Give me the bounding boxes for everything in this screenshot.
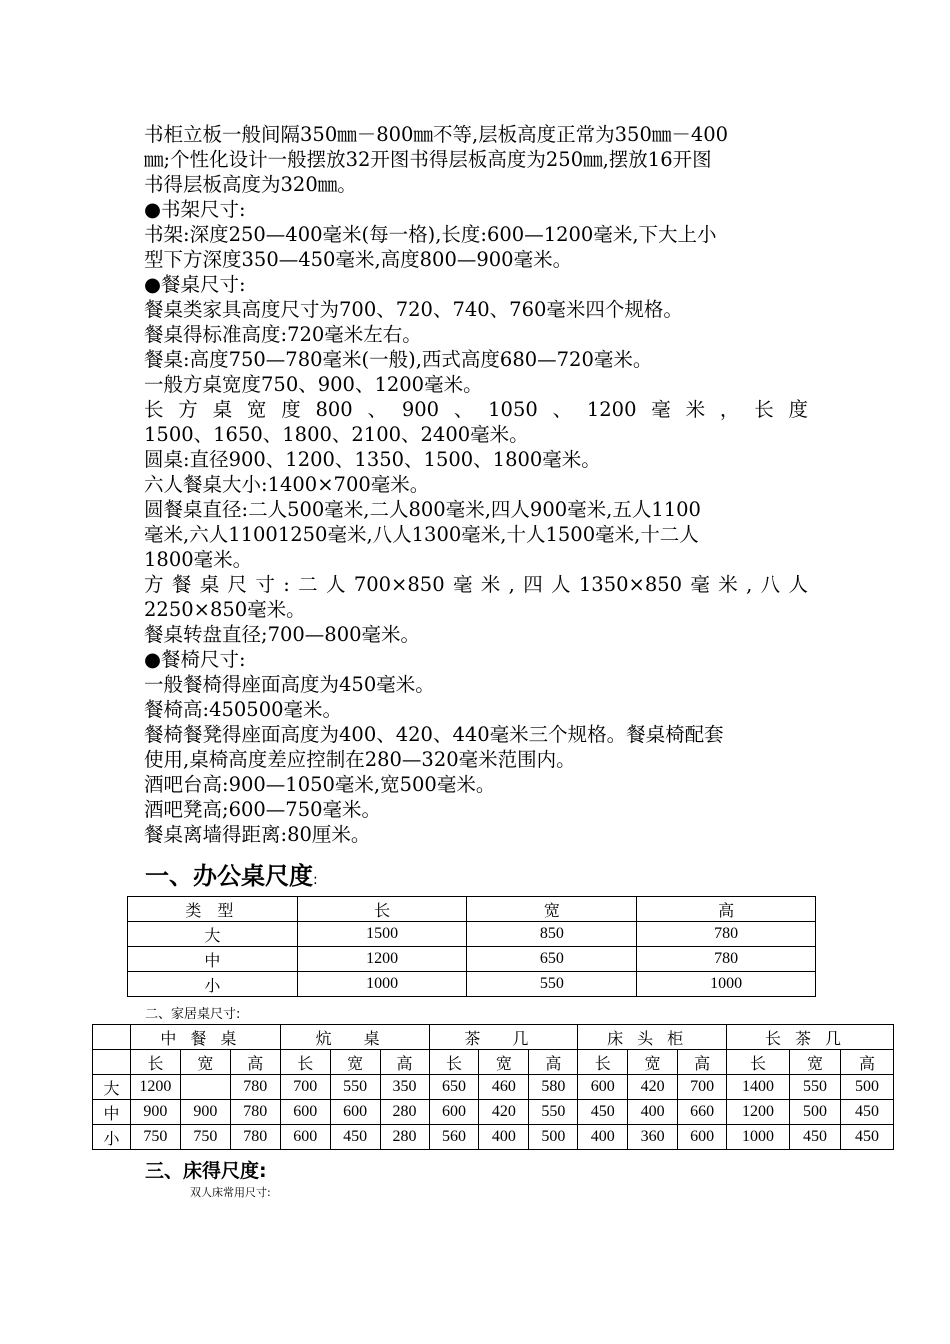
table-cell: 280	[380, 1100, 429, 1125]
text-line: 餐桌:高度750—780毫米(一般),西式高度680—720毫米。	[144, 348, 653, 371]
text-line: 长方桌宽度800、900、1050、1200毫米，长度	[144, 398, 808, 421]
table-cell: 1200	[297, 947, 467, 972]
text-line: 使用,桌椅高度差应控制在280—320毫米范围内。	[144, 748, 576, 771]
table-cell: 500	[790, 1100, 841, 1125]
section-caption-home-table: 二、家居桌尺寸:	[145, 1007, 241, 1022]
sub-header-cell: 长	[130, 1050, 180, 1075]
text-line: 书架:深度250—400毫米(每一格),长度:600—1200毫米,下大上小	[144, 223, 717, 246]
text-line: 六人餐桌大小:1400×700毫米。	[144, 473, 430, 496]
corner-cell	[93, 1050, 131, 1075]
text-line: 圆桌:直径900、1200、1350、1500、1800毫米。	[144, 448, 601, 471]
table-cell: 780	[230, 1100, 280, 1125]
table-cell: 780	[637, 947, 816, 972]
table-cell: 600	[678, 1125, 727, 1150]
text-line: 餐桌得标准高度:720毫米左右。	[144, 323, 422, 346]
group-header-cell: 茶 几	[429, 1025, 578, 1050]
table-cell: 大	[128, 922, 298, 947]
sub-header-cell: 宽	[330, 1050, 380, 1075]
text-line: 1500、1650、1800、2100、2400毫米。	[144, 423, 529, 446]
table-cell: 650	[467, 947, 637, 972]
text-line: 餐桌转盘直径;700—800毫米。	[144, 623, 421, 646]
row-label-cell: 中	[93, 1100, 131, 1125]
table-cell	[180, 1075, 230, 1100]
sub-header-cell: 宽	[790, 1050, 841, 1075]
text-line: ●餐桌尺寸:	[144, 273, 246, 296]
table-cell: 1000	[727, 1125, 790, 1150]
sub-header-cell: 高	[380, 1050, 429, 1075]
heading-colon: :	[313, 872, 318, 888]
table-cell: 600	[578, 1075, 628, 1100]
text-line: 1800毫米。	[144, 548, 253, 571]
table-cell: 450	[840, 1125, 893, 1150]
table-cell: 1200	[130, 1075, 180, 1100]
section-heading-office-desk	[145, 856, 318, 891]
text-line: 餐椅高:450500毫米。	[144, 698, 343, 721]
row-label-cell: 大	[93, 1075, 131, 1100]
table-cell: 600	[330, 1100, 380, 1125]
table-cell: 580	[529, 1075, 578, 1100]
group-header-row	[93, 1025, 894, 1050]
sub-header-cell: 高	[529, 1050, 578, 1075]
group-header-cell: 中餐桌	[130, 1025, 280, 1050]
table-cell: 560	[429, 1125, 479, 1150]
sub-header-cell: 长	[727, 1050, 790, 1075]
table-cell: 400	[479, 1125, 529, 1150]
header-cell: 类 型	[128, 897, 298, 922]
table-cell: 小	[128, 972, 298, 997]
table-cell: 780	[637, 922, 816, 947]
sub-header-cell: 高	[840, 1050, 893, 1075]
table-cell: 450	[840, 1100, 893, 1125]
text-line: 一般餐椅得座面高度为450毫米。	[144, 673, 435, 696]
table-row	[93, 1075, 894, 1100]
text-line: 餐桌类家具高度尺寸为700、720、740、760毫米四个规格。	[144, 298, 683, 321]
sub-header-row	[93, 1050, 894, 1075]
table-cell: 550	[467, 972, 637, 997]
table-cell: 280	[380, 1125, 429, 1150]
sub-header-cell: 高	[230, 1050, 280, 1075]
table-cell: 420	[628, 1075, 678, 1100]
text-line: 书柜立板一般间隔350㎜－800㎜不等,层板高度正常为350㎜－400	[144, 123, 729, 146]
table-cell: 420	[479, 1100, 529, 1125]
sub-header-cell: 长	[280, 1050, 330, 1075]
section-heading-bed: 三、床得尺度:	[145, 1160, 267, 1182]
table-cell: 460	[479, 1075, 529, 1100]
text-line: 一般方桌宽度750、900、1200毫米。	[144, 373, 483, 396]
corner-cell	[93, 1025, 131, 1050]
table-cell: 600	[429, 1100, 479, 1125]
table-cell: 650	[429, 1075, 479, 1100]
table-cell: 600	[280, 1100, 330, 1125]
table-cell: 750	[180, 1125, 230, 1150]
table-row	[93, 1100, 894, 1125]
table-cell: 850	[467, 922, 637, 947]
section-subcaption-double-bed: 双人床常用尺寸:	[190, 1186, 271, 1199]
table-cell: 1200	[727, 1100, 790, 1125]
text-line: ●餐椅尺寸:	[144, 648, 246, 671]
heading-text: 一、办公桌尺度	[145, 862, 313, 890]
sub-header-cell: 宽	[628, 1050, 678, 1075]
table-cell: 360	[628, 1125, 678, 1150]
table-cell: 中	[128, 947, 298, 972]
table-cell: 500	[529, 1125, 578, 1150]
table-cell: 700	[280, 1075, 330, 1100]
table-cell: 450	[578, 1100, 628, 1125]
table-header-row	[128, 897, 816, 922]
text-line: ●书架尺寸:	[144, 198, 246, 221]
table-cell: 550	[529, 1100, 578, 1125]
table-cell: 780	[230, 1125, 280, 1150]
table-cell: 1400	[727, 1075, 790, 1100]
sub-header-cell: 长	[429, 1050, 479, 1075]
header-cell: 宽	[467, 897, 637, 922]
text-line: 餐桌离墙得距离:80厘米。	[144, 823, 371, 846]
table-cell: 700	[678, 1075, 727, 1100]
home-table-dimensions	[92, 1024, 894, 1150]
table-cell: 1000	[297, 972, 467, 997]
table-cell: 1000	[637, 972, 816, 997]
text-line: 毫米,六人11001250毫米,八人1300毫米,十人1500毫米,十二人	[144, 523, 699, 546]
sub-header-cell: 高	[678, 1050, 727, 1075]
text-line: ㎜;个性化设计一般摆放32开图书得层板高度为250㎜,摆放16开图	[144, 148, 712, 171]
table-row	[93, 1125, 894, 1150]
text-line: 酒吧台高:900—1050毫米,宽500毫米。	[144, 773, 496, 796]
text-line: 圆餐桌直径:二人500毫米,二人800毫米,四人900毫米,五人1100	[144, 498, 701, 521]
table-cell: 900	[130, 1100, 180, 1125]
table-cell: 750	[130, 1125, 180, 1150]
group-header-cell: 床头柜	[578, 1025, 727, 1050]
text-line: 型下方深度350—450毫米,高度800—900毫米。	[144, 248, 573, 271]
table-cell: 400	[578, 1125, 628, 1150]
table-row	[128, 922, 816, 947]
row-label-cell: 小	[93, 1125, 131, 1150]
header-cell: 长	[297, 897, 467, 922]
text-line: 2250×850毫米。	[144, 598, 306, 621]
table-cell: 350	[380, 1075, 429, 1100]
table-cell: 500	[840, 1075, 893, 1100]
table-cell: 780	[230, 1075, 280, 1100]
table-cell: 600	[280, 1125, 330, 1150]
table-cell: 660	[678, 1100, 727, 1125]
table-row	[128, 947, 816, 972]
text-line: 酒吧凳高;600—750毫米。	[144, 798, 382, 821]
body-text	[144, 122, 808, 847]
table-cell: 450	[330, 1125, 380, 1150]
table-row	[128, 972, 816, 997]
group-header-cell: 炕 桌	[280, 1025, 429, 1050]
text-line: 餐椅餐凳得座面高度为400、420、440毫米三个规格。餐桌椅配套	[144, 723, 724, 746]
header-cell: 高	[637, 897, 816, 922]
table-cell: 1500	[297, 922, 467, 947]
sub-header-cell: 长	[578, 1050, 628, 1075]
table-cell: 400	[628, 1100, 678, 1125]
text-line: 书得层板高度为320㎜。	[144, 173, 357, 196]
text-line: 方餐桌尺寸:二人700×850毫米,四人1350×850毫米,八人	[144, 573, 808, 596]
table-cell: 550	[330, 1075, 380, 1100]
table-cell: 550	[790, 1075, 841, 1100]
table-cell: 900	[180, 1100, 230, 1125]
office-desk-table	[127, 896, 816, 997]
table-cell: 450	[790, 1125, 841, 1150]
group-header-cell: 长茶几	[727, 1025, 894, 1050]
sub-header-cell: 宽	[479, 1050, 529, 1075]
sub-header-cell: 宽	[180, 1050, 230, 1075]
